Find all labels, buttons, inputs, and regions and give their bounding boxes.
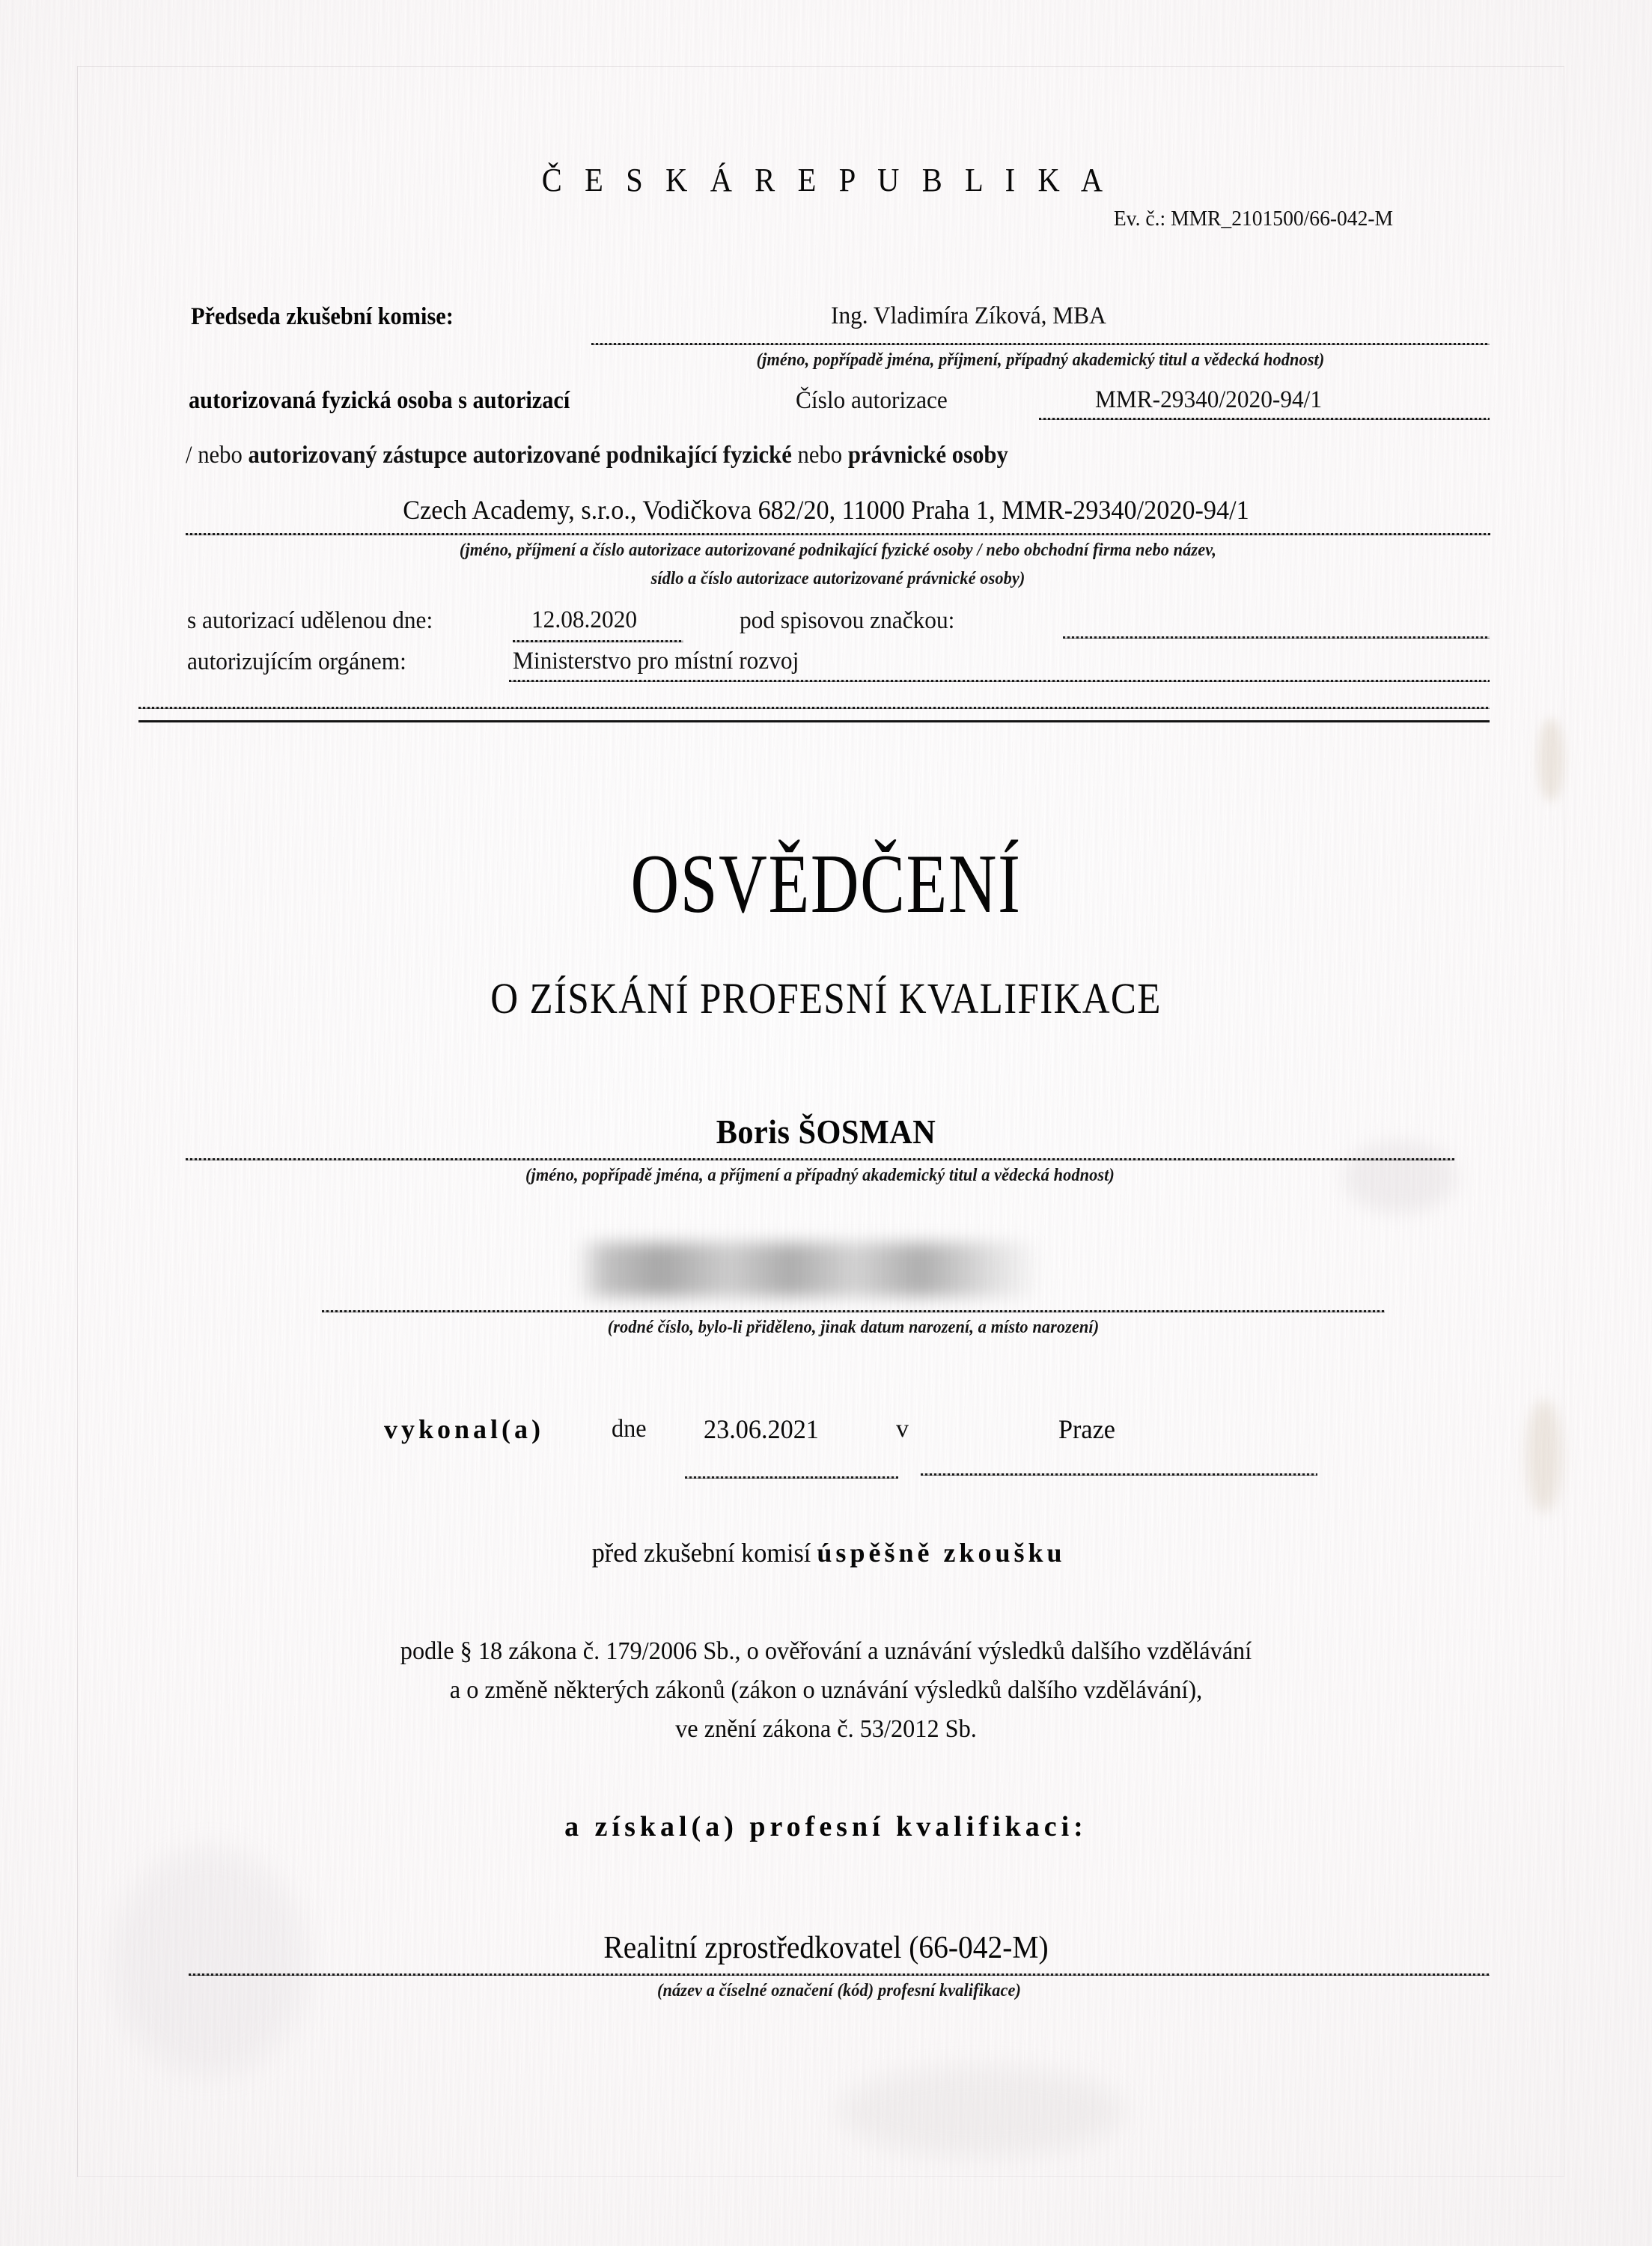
exam-place-value[interactable]: Praze	[1058, 1414, 1115, 1444]
file-mark-rule	[1063, 636, 1490, 640]
page-title: OSVĚDČENÍ	[630, 838, 1022, 931]
exam-date-value[interactable]: 23.06.2021	[704, 1414, 819, 1444]
file-mark-label: pod spisovou značkou:	[740, 607, 955, 634]
qualification-name[interactable]: Realitní zprostředkovatel (66-042-M)	[603, 1931, 1049, 1965]
before-commission-bold: úspěšně zkoušku	[817, 1538, 1066, 1568]
exam-date-label: dne	[612, 1415, 647, 1443]
granted-on-label: s autorizací udělenou dne:	[187, 607, 433, 634]
representative-middle: nebo	[791, 442, 848, 469]
representative-line	[186, 442, 1008, 469]
exam-place-label: v	[896, 1415, 909, 1443]
granted-on-rule	[513, 640, 683, 644]
chair-name-value[interactable]: Ing. Vladimíra Zíková, MBA	[831, 302, 1106, 329]
qualification-caption: (název a číselné označení (kód) profesní kvalifikace)	[657, 1981, 1021, 2000]
holder-name-caption: (jméno, popřípadě jména, a příjmení a případný akademický titul a vědecká hodnost)	[525, 1166, 1115, 1185]
authorized-person-label: autorizovaná fyzická osoba s autorizací	[189, 387, 570, 414]
representative-prefix: / nebo	[186, 442, 249, 469]
qualification-rule	[189, 1973, 1490, 1977]
holder-name[interactable]: Boris ŠOSMAN	[716, 1113, 936, 1151]
birth-number-caption: (rodné číslo, bylo-li přiděleno, jinak datum narození, a místo narození)	[607, 1318, 1100, 1337]
authorizing-body-rule	[509, 680, 1490, 684]
chair-label: Předseda zkušební komise:	[191, 303, 454, 330]
entity-rule	[186, 533, 1490, 537]
scan-stain	[1527, 1400, 1561, 1512]
section-separator-solid	[138, 720, 1490, 722]
country-heading: Č E S K Á R E P U B L I K A	[541, 162, 1111, 198]
holder-name-rule	[186, 1158, 1454, 1162]
legal-line-3: ve znění zákona č. 53/2012 Sb.	[675, 1715, 977, 1743]
entity-caption-line2: sídlo a číslo autorizace autorizované právnické osoby)	[650, 569, 1025, 588]
qualification-obtained-label: a získal(a) profesní kvalifikaci:	[564, 1811, 1088, 1842]
exam-date-rule	[685, 1476, 898, 1480]
authorizing-body-label: autorizujícím orgánem:	[187, 648, 406, 675]
authorizing-body-value[interactable]: Ministerstvo pro místní rozvoj	[513, 648, 799, 675]
before-commission-text: před zkušební komisí	[592, 1538, 811, 1568]
granted-on-date[interactable]: 12.08.2020	[531, 606, 638, 633]
birth-number-redaction	[576, 1243, 1040, 1297]
exam-performed-label: vykonal(a)	[384, 1414, 545, 1444]
entity-caption-line1: (jméno, příjmení a číslo autorizace autorizované podnikající fyzické osoby / nebo obchodní firma nebo název,	[459, 541, 1217, 560]
evidence-number: Ev. č.: MMR_2101500/66-042-M	[1113, 207, 1394, 231]
exam-place-rule	[921, 1473, 1317, 1477]
representative-bold-2: právnické osoby	[847, 442, 1008, 469]
legal-line-2: a o změně některých zákonů (zákon o uznávání výsledků dalšího vzdělávání),	[449, 1676, 1203, 1704]
page-subtitle: O ZÍSKÁNÍ PROFESNÍ KVALIFIKACE	[490, 974, 1162, 1023]
scan-stain	[1538, 719, 1564, 801]
representative-bold-1: autorizovaný zástupce autorizované podnikající fyzické	[248, 442, 792, 469]
before-commission-line	[0, 1537, 1652, 1568]
chair-caption: (jméno, popřípadě jména, příjmení, případný akademický titul a vědecká hodnost)	[756, 350, 1325, 370]
scan-stain	[838, 2066, 1123, 2156]
birth-number-rule	[322, 1310, 1385, 1314]
authorization-number-value[interactable]: MMR-29340/2020-94/1	[1095, 386, 1323, 413]
authorization-number-rule	[1039, 418, 1490, 421]
authorization-number-label: Číslo autorizace	[796, 387, 948, 414]
chair-name-rule	[591, 343, 1490, 347]
section-separator-dotted	[138, 707, 1490, 710]
entity-value[interactable]: Czech Academy, s.r.o., Vodičkova 682/20, 11000 Praha 1, MMR-29340/2020-94/1	[403, 495, 1249, 525]
legal-line-1: podle § 18 zákona č. 179/2006 Sb., o ověřování a uznávání výsledků dalšího vzdělávání	[400, 1637, 1252, 1665]
